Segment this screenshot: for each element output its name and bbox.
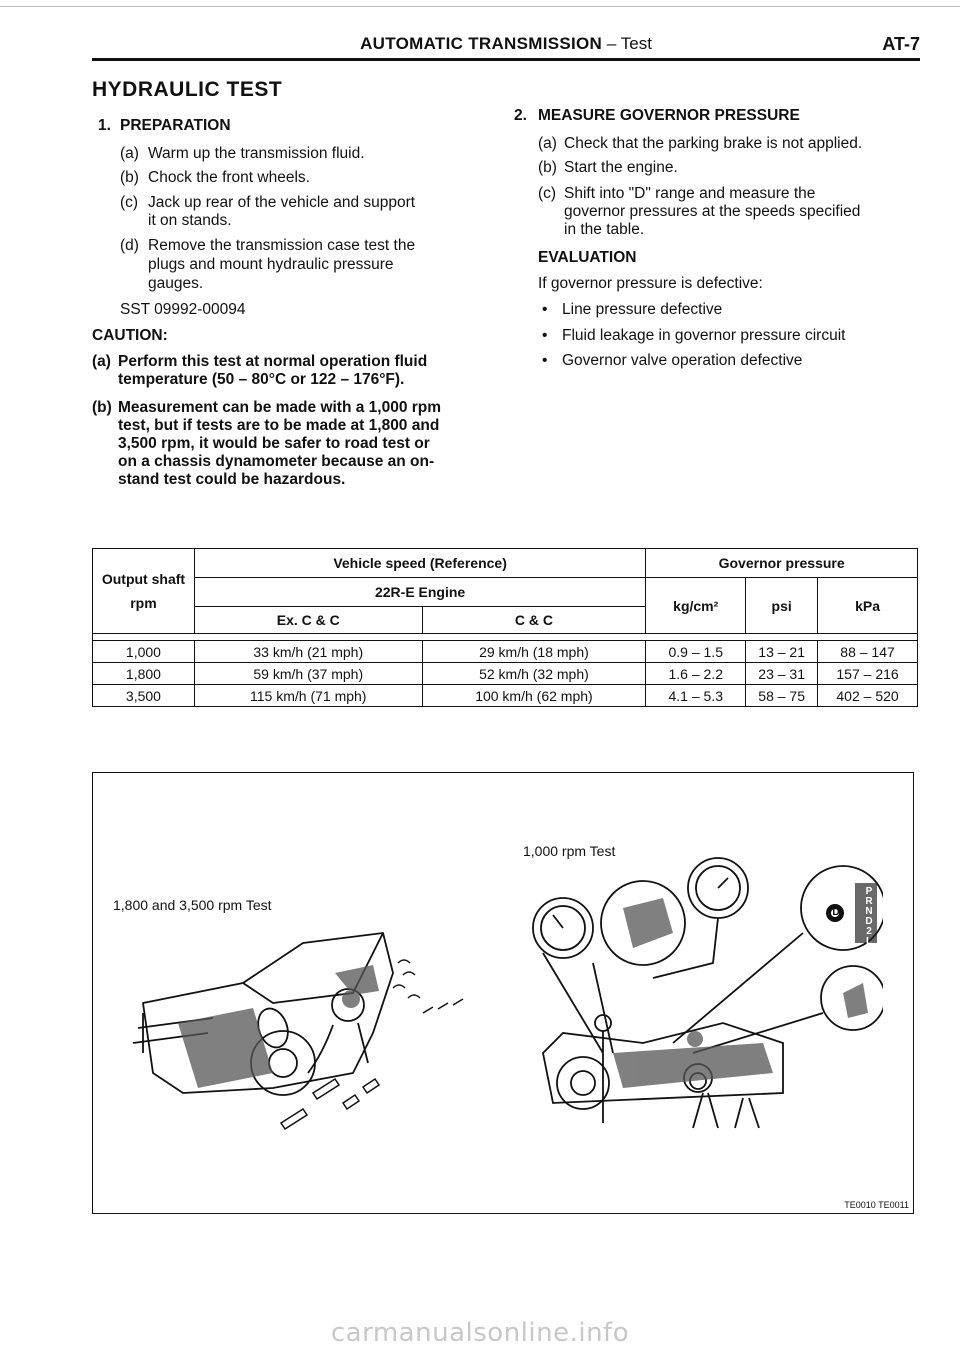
psi-cell: 13 – 21: [746, 641, 818, 663]
measure-item-c-line1: Shift into "D" range and measure the: [564, 185, 816, 202]
illustration-frame: [92, 772, 914, 1214]
evaluation-title: EVALUATION: [538, 249, 637, 266]
header-output-shaft-line2: rpm: [130, 595, 157, 611]
kpa-cell: 88 – 147: [818, 641, 918, 663]
shift-letter: D: [865, 916, 873, 927]
header-ex-c-and-c: Ex. C & C: [194, 607, 422, 634]
caution-b-line1: Measurement can be made with a 1,000 rpm: [118, 399, 442, 416]
header-section: AUTOMATIC TRANSMISSION: [360, 34, 603, 53]
left-column: [92, 116, 482, 496]
shift-letter: 2: [866, 926, 872, 937]
evaluation-bullet-1: • Line pressure defective: [562, 300, 722, 319]
prep-item-c-line1: Jack up rear of the vehicle and support: [148, 194, 416, 211]
header-subsection: – Test: [606, 34, 652, 53]
psi-cell: 58 – 75: [746, 685, 818, 707]
step2-number: 2.: [514, 107, 527, 124]
speed-ex-cc-cell: 33 km/h (21 mph): [194, 641, 422, 663]
caution-b-line2: test, but if tests are to be made at 1,800 and: [118, 417, 440, 434]
prep-item-d-letter: (d): [120, 237, 139, 254]
evaluation-intro: If governor pressure is defective:: [538, 275, 763, 292]
prep-item-d-line2: plugs and mount hydraulic pressure: [148, 256, 394, 273]
shift-letter: L: [865, 936, 873, 947]
table-row: [93, 685, 918, 707]
step2-title: MEASURE GOVERNOR PRESSURE: [538, 107, 800, 124]
kg-cm2-cell: 0.9 – 1.5: [646, 641, 746, 663]
road-test-illustration: [123, 913, 483, 1143]
kpa-cell: 157 – 216: [818, 663, 918, 685]
kg-cm2-cell: 4.1 – 5.3: [646, 685, 746, 707]
caution-a-letter: (a): [92, 353, 111, 370]
prep-item-c-letter: (c): [120, 194, 139, 211]
sst-number: SST 09992-00094: [120, 301, 246, 318]
section-title: HYDRAULIC TEST: [92, 78, 283, 101]
caution-b-line3: 3,500 rpm, it would be safer to road test or: [118, 435, 430, 452]
measure-item-a-letter: (a): [538, 135, 557, 152]
measure-item-a-text: Check that the parking brake is not applied.: [564, 135, 863, 152]
shift-letter: R: [865, 896, 873, 907]
table-row: [93, 663, 918, 685]
right-column: [514, 106, 924, 376]
header-engine: 22R-E Engine: [194, 578, 645, 607]
prep-item-a-text: Warm up the transmission fluid.: [148, 145, 365, 162]
header-kg-cm2: kg/cm²: [646, 578, 746, 634]
psi-cell: 23 – 31: [746, 663, 818, 685]
evaluation-bullet-3: • Governor valve operation defective: [562, 351, 802, 370]
caution-b-letter: (b): [92, 399, 112, 416]
caution-a-line2: temperature (50 – 80°C or 122 – 176°F).: [118, 371, 405, 388]
speed-ex-cc-cell: 115 km/h (71 mph): [194, 685, 422, 707]
shift-letter: P: [865, 886, 873, 897]
caption-stand-test: 1,000 rpm Test: [523, 843, 616, 859]
prep-item-c-line2: it on stands.: [148, 212, 232, 229]
caution-b-line4: on a chassis dynamometer because an on-: [118, 453, 435, 470]
shift-indicator: [861, 887, 877, 947]
stand-test-illustration: [523, 853, 883, 1143]
evaluation-bullet-2: • Fluid leakage in governor pressure circuit: [562, 326, 845, 345]
governor-pressure-table: [92, 548, 918, 707]
measure-item-c-line3: in the table.: [564, 221, 645, 238]
figure-code: TE0010 TE0011: [844, 1200, 909, 1210]
kg-cm2-cell: 1.6 – 2.2: [646, 663, 746, 685]
rpm-cell: 1,000: [93, 641, 195, 663]
page-header: [92, 30, 920, 61]
table-row: [93, 641, 918, 663]
speed-cc-cell: 29 km/h (18 mph): [422, 641, 646, 663]
speed-cc-cell: 100 km/h (62 mph): [422, 685, 646, 707]
header-output-shaft: [93, 549, 195, 634]
header-title: [92, 34, 920, 54]
rpm-cell: 3,500: [93, 685, 195, 707]
header-governor-pressure: Governor pressure: [646, 549, 918, 578]
header-kpa: kPa: [818, 578, 918, 634]
header-c-and-c: C & C: [422, 607, 646, 634]
prep-item-a-letter: (a): [120, 145, 139, 162]
step1-number: 1.: [98, 117, 111, 134]
top-rule: [0, 6, 960, 7]
kpa-cell: 402 – 520: [818, 685, 918, 707]
measure-item-b-letter: (b): [538, 159, 557, 176]
measure-item-b-text: Start the engine.: [564, 159, 678, 176]
page-number: AT-7: [882, 34, 920, 54]
header-vehicle-speed: Vehicle speed (Reference): [194, 549, 645, 578]
caution-b-line5: stand test could be hazardous.: [118, 471, 346, 488]
prep-item-d-line1: Remove the transmission case test the: [148, 237, 416, 254]
measure-item-c-letter: (c): [538, 185, 557, 202]
caption-road-test: 1,800 and 3,500 rpm Test: [113, 897, 272, 913]
watermark: carmanualsonline.info: [330, 1318, 630, 1348]
prep-item-d-line3: gauges.: [148, 275, 204, 292]
prep-item-b-text: Chock the front wheels.: [148, 169, 310, 186]
header-output-shaft-line1: Output shaft: [101, 571, 186, 587]
caution-title: CAUTION:: [92, 327, 168, 344]
speed-ex-cc-cell: 59 km/h (37 mph): [194, 663, 422, 685]
prep-item-b-letter: (b): [120, 169, 139, 186]
header-psi: psi: [746, 578, 818, 634]
step1-title: PREPARATION: [120, 117, 231, 134]
rpm-cell: 1,800: [93, 663, 195, 685]
caution-a-line1: Perform this test at normal operation fluid: [118, 353, 428, 370]
measure-item-c-line2: governor pressures at the speeds specified: [564, 203, 861, 220]
selected-gear: D: [832, 907, 840, 918]
speed-cc-cell: 52 km/h (32 mph): [422, 663, 646, 685]
shift-letter: N: [865, 906, 873, 917]
